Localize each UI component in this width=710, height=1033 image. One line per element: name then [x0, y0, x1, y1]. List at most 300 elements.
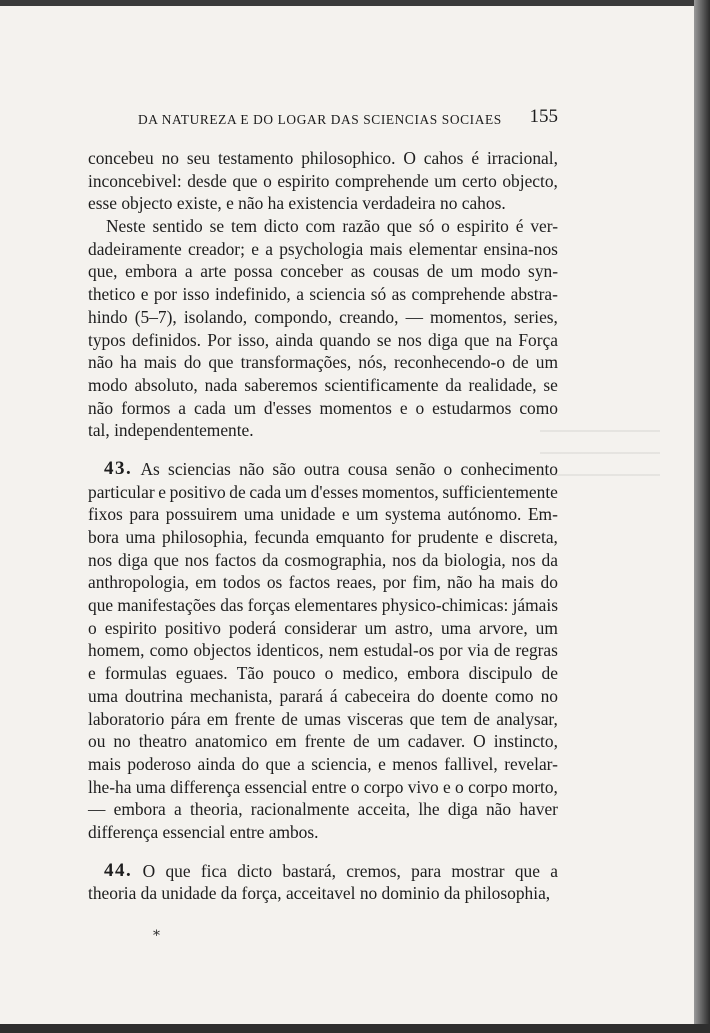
text-line [88, 147, 558, 170]
word: elementares [294, 595, 378, 616]
word: não [447, 572, 473, 593]
body-text [88, 147, 558, 905]
word: lhe-ha [88, 776, 132, 797]
word: o [443, 458, 453, 479]
word: de [493, 640, 511, 661]
text-line [88, 503, 558, 526]
word: considerar [284, 617, 357, 638]
word: instincto, [493, 731, 558, 752]
word: outra [303, 458, 340, 479]
word: de [281, 708, 298, 729]
word: um [377, 731, 400, 752]
word: de [229, 481, 246, 502]
word: prudente [417, 527, 479, 547]
word: Em- [527, 504, 558, 525]
word: em [206, 708, 229, 729]
word: uma [440, 617, 471, 638]
text-line: differença essencial entre ambos. [88, 821, 319, 842]
word: anatomico [194, 731, 268, 752]
word: dicto [263, 216, 299, 237]
word: fica [200, 860, 227, 881]
word: vivo [407, 776, 439, 797]
word: por [153, 284, 178, 305]
word: concebeu [88, 148, 154, 168]
word: manifestações [117, 595, 216, 616]
word: cada [249, 481, 282, 502]
word: possuirem [165, 504, 238, 525]
word: jámais [512, 595, 558, 616]
text-line [88, 549, 558, 572]
word: modo [88, 374, 128, 395]
word: medico, [342, 663, 399, 684]
section-number: 43. [104, 457, 133, 479]
text-line [88, 283, 558, 306]
text-line [88, 662, 558, 685]
word: da [445, 374, 462, 395]
numbered-paragraph [88, 860, 558, 905]
word: thetico [88, 284, 136, 305]
word: Neste [106, 216, 146, 237]
word: de [426, 261, 444, 282]
word: é [471, 148, 480, 168]
word: da [422, 549, 439, 570]
text-line [88, 397, 558, 420]
word: racionalmente [250, 799, 350, 820]
word: parará [279, 685, 323, 706]
signature-mark: * [153, 928, 160, 944]
word: em [275, 731, 297, 752]
word: que [165, 860, 191, 881]
word: sufficientemente [442, 481, 558, 502]
word: discreta, [499, 527, 558, 547]
word: espirito [456, 216, 509, 237]
text-line [88, 238, 558, 261]
word: ensina-nos [483, 238, 558, 259]
word: o [88, 617, 97, 638]
word: são [272, 458, 296, 479]
word: sciencias [168, 458, 231, 479]
word: só [418, 216, 435, 237]
word: mais [369, 238, 403, 259]
word: emquanto [315, 527, 385, 547]
word: — [405, 306, 423, 327]
word: dicto [237, 860, 273, 881]
word: da [262, 549, 279, 570]
word: a [550, 860, 558, 881]
word: a [184, 261, 193, 282]
word: indefinido, [214, 284, 291, 305]
word: pouco [272, 663, 316, 684]
word: inconcebivel: [88, 170, 182, 191]
word: desde [187, 170, 227, 191]
word: poderoso [127, 753, 192, 774]
word: o [263, 170, 272, 191]
word: haver [519, 799, 558, 820]
text-line [88, 753, 558, 776]
word: d'esses [310, 481, 359, 502]
word: elementar [408, 238, 478, 259]
numbered-paragraph [88, 458, 558, 844]
word: comprehende [335, 170, 429, 191]
word: momentos, [430, 306, 507, 327]
word: sciencia, [311, 753, 372, 774]
word: forças [247, 595, 291, 616]
word: um [233, 397, 256, 418]
word: poderá [228, 617, 277, 638]
word: realidade, [468, 374, 537, 395]
text-line [88, 526, 558, 549]
word: momentos [319, 397, 392, 418]
word: os [266, 572, 283, 593]
word: para [411, 860, 442, 881]
word: a [297, 753, 305, 774]
paragraph [88, 215, 558, 442]
word: em [195, 572, 217, 593]
word: Por [207, 329, 232, 350]
text-line [88, 776, 558, 799]
word: philosophico. [301, 148, 396, 168]
word: ainda [197, 753, 236, 774]
word: no [540, 685, 558, 706]
word: Tão [236, 663, 264, 684]
word: psychologia [279, 238, 364, 259]
text-line: esse objecto existe, e não ha existencia verdadeira no cahos. [88, 193, 506, 214]
word: nós, [358, 352, 387, 373]
text-line [88, 481, 558, 504]
word: cahos [423, 148, 464, 168]
word: creador; [187, 238, 245, 259]
text-line [88, 306, 558, 329]
word: uma [88, 685, 118, 706]
word: ha [120, 352, 137, 373]
word: frente [304, 731, 346, 752]
word: abstra- [510, 284, 558, 305]
word: autónomo. [447, 504, 522, 525]
word: creando, [339, 306, 399, 327]
word: formos [121, 397, 171, 418]
word: fim, [412, 572, 441, 593]
word: syn- [528, 261, 558, 282]
word: Força [518, 329, 558, 350]
word: um [364, 617, 387, 638]
word: que [409, 708, 435, 729]
word: analysar, [496, 708, 558, 729]
word: um [535, 352, 558, 373]
word: embora [407, 663, 460, 684]
scan-border [0, 1024, 710, 1033]
word: physico-chimicas: [381, 595, 509, 616]
word: tem [441, 708, 468, 729]
text-line [88, 594, 558, 617]
word: como [519, 397, 558, 418]
word: O [473, 731, 486, 752]
word: As [140, 458, 160, 479]
word: mais [88, 753, 121, 774]
word: testamento [217, 148, 294, 168]
word: reconhecendo-o [394, 352, 506, 373]
word: O [403, 148, 416, 168]
word: cabeceira [344, 685, 411, 706]
word: uma [125, 527, 156, 547]
text-line [88, 329, 558, 352]
word: embora [113, 799, 166, 820]
word: bora [88, 527, 119, 547]
word: é [515, 216, 524, 237]
word: e [378, 753, 386, 774]
word: a [265, 238, 273, 259]
text-line [88, 170, 558, 193]
word: não [485, 799, 512, 820]
word: entre [311, 776, 347, 797]
word: e [251, 238, 259, 259]
word: o [455, 776, 464, 797]
word: e [442, 776, 451, 797]
word: que [464, 329, 490, 350]
word: fecunda [254, 527, 310, 547]
word: via [467, 640, 489, 661]
word: tem [230, 216, 258, 237]
word: a [296, 284, 304, 305]
word: embora [125, 261, 178, 282]
word: cadaver. [407, 731, 466, 752]
word: corpo [363, 776, 404, 797]
word: essencial [244, 776, 308, 797]
word: cosmographia, [284, 549, 387, 570]
word: que [265, 753, 291, 774]
word: a [173, 799, 182, 820]
word: hindo [88, 306, 128, 327]
word: objecto, [502, 170, 558, 191]
paragraph-gap [88, 442, 558, 458]
word: revelar- [504, 753, 558, 774]
word: que [208, 352, 234, 373]
word: reaes, [336, 572, 377, 593]
word: anthropologia, [88, 572, 189, 593]
word: e [140, 284, 149, 305]
word: seu [186, 148, 211, 168]
page-number: 155 [529, 106, 558, 127]
word: o [415, 397, 425, 418]
word: todos [222, 572, 261, 593]
word: positivo [164, 617, 221, 638]
word: e [88, 663, 96, 684]
text-line [88, 458, 558, 481]
word: certo [462, 170, 497, 191]
word: dadeiramente [88, 238, 182, 259]
word: regras [515, 640, 558, 661]
word: um [450, 261, 474, 282]
word: possa [233, 261, 273, 282]
word: eguaes. [175, 663, 228, 684]
word: absoluto, [134, 374, 198, 395]
word: ainda [275, 329, 314, 350]
word: o [350, 776, 360, 797]
word: mais [501, 572, 535, 593]
word: que [88, 595, 114, 616]
word: diga [447, 799, 478, 820]
word: que [386, 216, 412, 237]
text-line [88, 351, 558, 374]
word: corpo [468, 776, 508, 797]
word: factos [214, 549, 257, 570]
word: nos [184, 549, 209, 570]
word: nos [88, 549, 113, 570]
word: de [473, 708, 490, 729]
word: conhecimento [460, 458, 558, 479]
text-line [88, 260, 558, 283]
word: do [417, 685, 435, 706]
word: um [535, 617, 558, 638]
word: modo [480, 261, 521, 282]
paragraph [88, 147, 558, 215]
word: scientificamente [324, 374, 439, 395]
word: não [88, 352, 114, 373]
word: arte [200, 261, 227, 282]
word: lhe [418, 799, 440, 820]
word: se [209, 216, 225, 237]
word: que [514, 860, 540, 881]
word: systema [384, 504, 441, 525]
word: o [441, 216, 450, 237]
word: no [113, 731, 131, 752]
word: mechanista, [189, 685, 273, 706]
word: quando [319, 329, 371, 350]
word: espirito [104, 617, 157, 638]
word: de [353, 731, 370, 752]
word: doutrina [124, 685, 183, 706]
word: do [540, 572, 558, 593]
word: por [439, 640, 463, 661]
word: factos [288, 572, 331, 593]
text-line [88, 798, 558, 821]
bleed-through-texture [540, 416, 660, 476]
word: theoria, [189, 799, 243, 820]
word: e [158, 481, 166, 502]
word: cremos, [346, 860, 401, 881]
text-line: tal, independentemente. [88, 420, 254, 441]
word: na [495, 329, 513, 350]
word: ha [478, 572, 496, 593]
word: visceras [347, 708, 404, 729]
word: compondo, [254, 306, 332, 327]
word: astro, [394, 617, 433, 638]
word: conceber [280, 261, 344, 282]
text-line [88, 730, 558, 753]
running-title: DA NATUREZA E DO LOGAR DAS SCIENCIAS SOCIAES [138, 112, 502, 127]
word: series, [513, 306, 558, 327]
word: o [324, 663, 334, 684]
section-number: 44. [104, 859, 133, 881]
word: formulas [104, 663, 167, 684]
word: nos [392, 549, 417, 570]
text-line [88, 215, 558, 238]
word: discipulo [468, 663, 533, 684]
word: doente [441, 685, 488, 706]
word: typos [88, 329, 126, 350]
word: theatro [138, 731, 188, 752]
word: á [329, 685, 338, 706]
word: — [88, 799, 106, 820]
word: senão [395, 458, 436, 479]
text-line: theoria da unidade da força, acceitavel no dominio da philosophia, [88, 883, 551, 904]
word: saberemos [244, 374, 318, 395]
word: cousas [372, 261, 420, 282]
word: do [241, 753, 260, 774]
word: que [153, 549, 179, 570]
word: definidos. [131, 329, 202, 350]
word: por [382, 572, 407, 593]
word: d'esses [263, 397, 312, 418]
word: se [543, 374, 558, 395]
word: só [370, 284, 387, 305]
word: que, [88, 261, 118, 282]
word: não [239, 458, 265, 479]
word: nos [511, 549, 536, 570]
word: de [512, 352, 529, 373]
word: um [434, 170, 457, 191]
text-line [88, 617, 558, 640]
word: as [350, 261, 366, 282]
word: isso [182, 284, 210, 305]
word: cada [193, 397, 226, 418]
word: e [341, 504, 350, 525]
text-line [88, 685, 558, 708]
word: cousa [347, 458, 388, 479]
text-line [88, 860, 558, 883]
word: differença [170, 776, 241, 797]
word: fallivel, [444, 753, 498, 774]
word: for [390, 527, 412, 547]
word: como [149, 640, 189, 661]
word: fixos [88, 504, 123, 525]
text-line [88, 639, 558, 662]
page-header [138, 106, 558, 132]
word: isolando, [183, 306, 248, 327]
word: das [220, 595, 244, 616]
word: objectos [193, 640, 252, 661]
word: para [129, 504, 160, 525]
word: irracional, [486, 148, 558, 168]
word: e [399, 397, 408, 418]
word: positivo [169, 481, 226, 502]
word: espirito [277, 170, 330, 191]
text-line [88, 374, 558, 397]
word: morto, [512, 776, 558, 797]
word: sentido [152, 216, 203, 237]
word: do [183, 352, 202, 373]
word: nos [397, 329, 422, 350]
word: diga [118, 549, 148, 570]
word: sciencia [309, 284, 366, 305]
word: com [305, 216, 336, 237]
word: acceita, [357, 799, 411, 820]
word: não [88, 397, 114, 418]
word: umas [304, 708, 341, 729]
word: no [161, 148, 179, 168]
word: O [142, 860, 156, 881]
word: ou [88, 731, 106, 752]
word: diga [428, 329, 458, 350]
word: nada [204, 374, 238, 395]
word: um [356, 504, 379, 525]
word: razão [342, 216, 380, 237]
paragraph-gap [88, 844, 558, 860]
word: homem, [88, 640, 145, 661]
word: isso, [237, 329, 270, 350]
word: uma [135, 776, 166, 797]
word: estudal-os [363, 640, 435, 661]
word: arvore, [478, 617, 528, 638]
